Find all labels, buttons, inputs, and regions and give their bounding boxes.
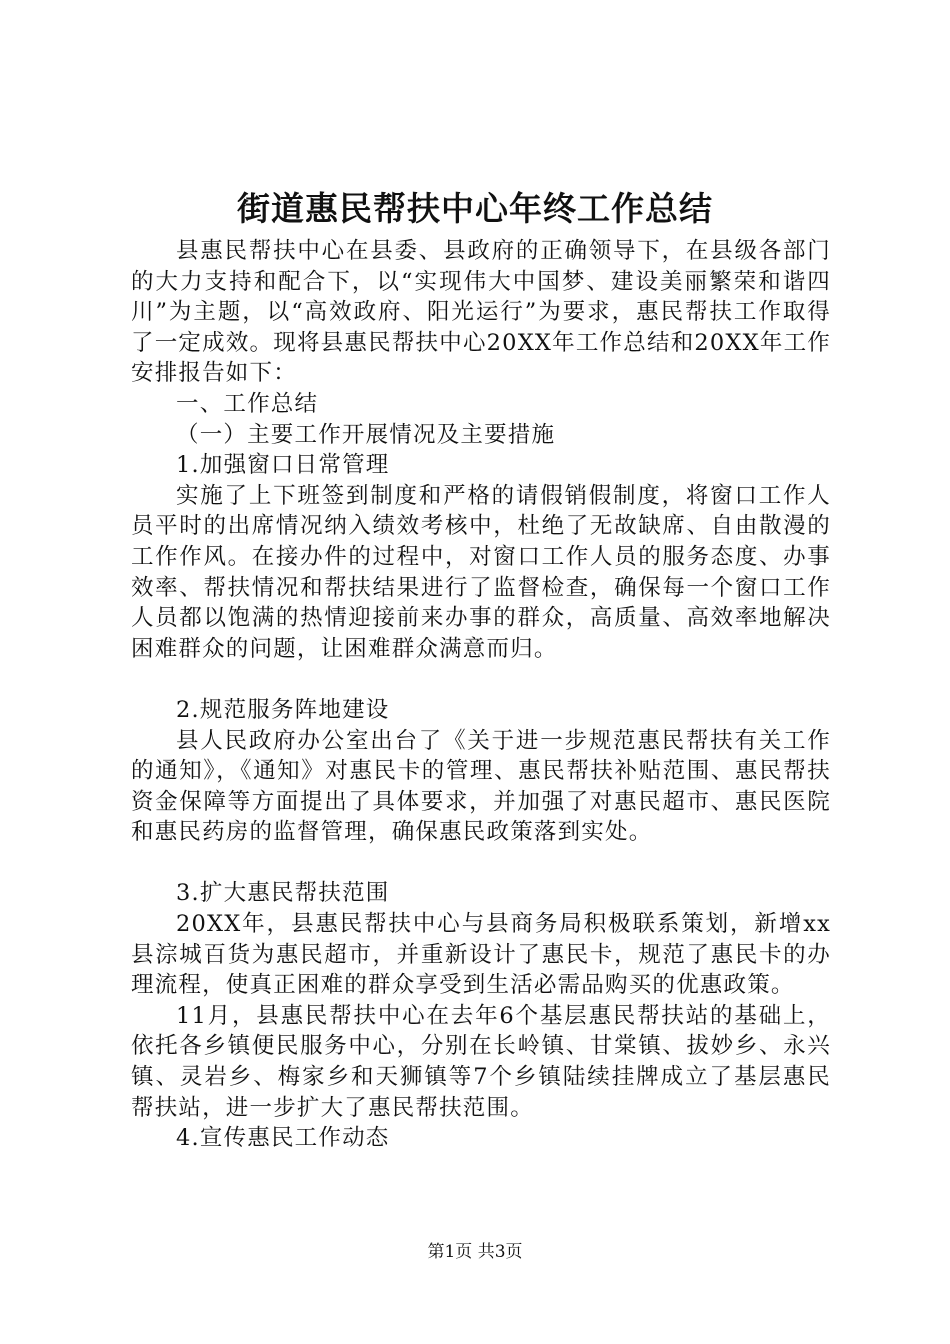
document-title: 街道惠民帮扶中心年终工作总结 bbox=[237, 189, 713, 228]
item-heading-4: 4.宣传惠民工作动态 bbox=[176, 1125, 390, 1152]
item-heading-2: 2.规范服务阵地建设 bbox=[176, 696, 390, 723]
section-heading: 一、工作总结 bbox=[176, 390, 319, 417]
document-body bbox=[131, 236, 831, 1154]
paragraph-gap bbox=[131, 848, 831, 879]
item-heading-3: 3.扩大惠民帮扶范围 bbox=[176, 880, 390, 907]
item-paragraph-3a: 20XX年，县惠民帮扶中心与县商务局积极联系策划，新增xx县淙城百货为惠民超市，并重新设计了惠民卡，规范了惠民卡的办理流程，使真正困难的群众享受到生活必需品购买的优惠政策。 bbox=[131, 911, 831, 999]
paragraph-gap bbox=[131, 664, 831, 695]
page-footer: 第1页 共3页 bbox=[427, 1242, 523, 1262]
item-paragraph-1: 实施了上下班签到制度和严格的请假销假制度，将窗口工作人员平时的出席情况纳入绩效考核中，杜绝了无故缺席、自由散漫的工作作风。在接办件的过程中，对窗口工作人员的服务态度、办事效率、帮扶情况和帮扶结果进行了监督检查，确保每一个窗口工作人员都以饱满的热情迎接前来办事的群众，高质量、高效率地解决困难群众的问题，让困难群众满意而归。 bbox=[131, 482, 831, 662]
item-paragraph-2: 县人民政府办公室出台了《关于进一步规范惠民帮扶有关工作的通知》，《通知》对惠民卡的管理、惠民帮扶补贴范围、惠民帮扶资金保障等方面提出了具体要求，并加强了对惠民超市、惠民医院和惠民药房的监督管理，确保惠民政策落到实处。 bbox=[131, 727, 831, 846]
intro-paragraph: 县惠民帮扶中心在县委、县政府的正确领导下，在县级各部门的大力支持和配合下，以“实现伟大中国梦、建设美丽繁荣和谐四川”为主题，以“高效政府、阳光运行”为要求，惠民帮扶工作取得了一定成效。现将县惠民帮扶中心20XX年工作总结和20XX年工作安排报告如下： bbox=[131, 238, 831, 387]
subsection-heading: （一）主要工作开展情况及主要措施 bbox=[176, 421, 556, 448]
item-heading-1: 1.加强窗口日常管理 bbox=[176, 452, 390, 479]
item-paragraph-3b: 11月，县惠民帮扶中心在去年6个基层惠民帮扶站的基础上，依托各乡镇便民服务中心，分别在长岭镇、甘棠镇、拔妙乡、永兴镇、灵岩乡、梅家乡和天狮镇等7个乡镇陆续挂牌成立了基层惠民帮扶站，进一步扩大了惠民帮扶范围。 bbox=[131, 1002, 831, 1121]
